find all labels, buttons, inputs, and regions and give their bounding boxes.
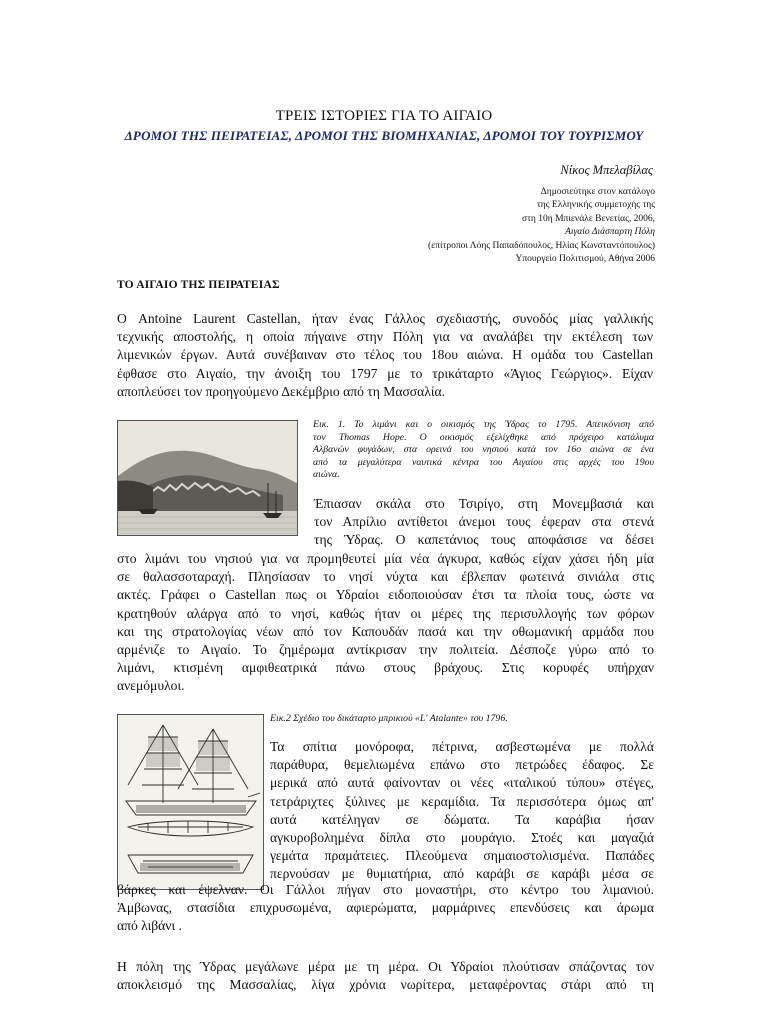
hydra-harbour-illustration bbox=[118, 421, 297, 535]
text-line: Άμβωνας, στασίδια επιχρυσωμένα, αφιερώματα, μαρμάρινες επενδύσεις και άρωμα bbox=[117, 900, 654, 916]
figure-ship-plan bbox=[117, 714, 264, 890]
text-line: μερικά από αυτά φαίνονταν οι νέες «ιταλικού τύπου» στέγες, bbox=[270, 775, 654, 791]
text-line: τον Απρίλιο αντίθετοι άνεμοι τους έφεραν στα στενά bbox=[314, 514, 654, 530]
paragraph-3 bbox=[117, 881, 654, 936]
text-line: σε θαλασσοταραχή. Πλησίασαν το νησί νύχτα και έβλεπαν φωτεινά σινιάλα στις bbox=[117, 569, 654, 585]
text-line: γεμάτα πραμάτειες. Πλεούμενα σημαιοστολισμένα. Παπάδες bbox=[270, 848, 654, 864]
caption-line: Αλβανών φυγάδων, στα ορεινά του νησιού κατά τον 16ο αιώνα σε ένα bbox=[313, 444, 654, 455]
paragraph-4 bbox=[117, 958, 654, 994]
paragraph-3-wrapped bbox=[270, 738, 654, 884]
paragraph-2-wrapped bbox=[314, 495, 654, 550]
figure-1-caption bbox=[313, 419, 654, 482]
text-line: από λιβάνι . bbox=[117, 918, 182, 934]
publication-line: Δημοσιεύτηκε στον κατάλογο bbox=[540, 187, 655, 197]
caption-line: από τα μεγαλύτερα ναυτικά κέντρα του Αιγαίου στις αρχές του 19ου bbox=[313, 456, 654, 468]
text-line: ακτές. Γράφει ο Castellan πως οι Υδραίοι ειδοποιούσαν έτσι τα πλοία τους, ώστε να bbox=[117, 587, 654, 603]
caption-line: αιώνα. bbox=[313, 469, 340, 480]
text-line: περνούσαν με θυμιατήρια, από καράβι σε καράβι μέσα σε bbox=[270, 866, 654, 882]
text-line: κρατηθούν αλάργα από το νησί, καθώς ήταν οι μέρες της περισυλλογής των φόρων bbox=[117, 605, 654, 621]
author-name: Νίκος Μπελαβίλας bbox=[560, 163, 653, 177]
figure-hydra-harbour bbox=[117, 420, 298, 536]
text-line: αυτά κατέληγαν σε δώματα. Τα καράβια ήσαν bbox=[270, 811, 654, 827]
caption-line: Εικ.2 Σχέδιο του δικάταρτο μπρικιού «L' Atalante» του 1796. bbox=[270, 713, 508, 724]
text-line: Η πόλη της Ύδρας μεγάλωνε μέρα με τη μέρα. Οι Υδραίοι πλούτισαν σπάζοντας τον bbox=[117, 959, 654, 974]
ship-plan-illustration bbox=[118, 715, 263, 889]
text-line: τετράριχτες ξύλινες με κεραμίδια. Τα περισσότερα όμως απ' bbox=[270, 793, 654, 809]
text-line: και της στρατολογίας νέων από τον Καπουδάν πασά και την οθωμανική αρμάδα που bbox=[117, 623, 654, 639]
publication-line: Αιγαίο Διάσπαρτη Πόλη bbox=[565, 227, 655, 238]
paragraph-2 bbox=[117, 550, 654, 696]
document-title: ΤΡΕΙΣ ΙΣΤΟΡΙΕΣ ΓΙΑ ΤΟ ΑΙΓΑΙΟ bbox=[275, 108, 493, 124]
publication-line-text: στη 10η Μπιενάλε Βενετίας, 2006, bbox=[521, 213, 655, 224]
publication-note bbox=[295, 186, 655, 266]
caption-line: Εικ. 1. Το λιμάνι και ο οικισμός της Ύδρας το 1795. Απεικόνιση από bbox=[313, 419, 654, 430]
publication-line: (επίτροποι Λόης Παπαδόπουλος, Ηλίας Κωνσταντόπουλος) bbox=[428, 240, 655, 251]
text-line: βάρκες και έψελναν. Οι Γάλλοι πήγαν στο μοναστήρι, στο κέντρο του λιμανιού. bbox=[117, 882, 654, 897]
text-line: τεχνικής αποστολής, η οποία πήγαινε στην Πόλη για να αναλάβει την εκτέλεση των bbox=[117, 329, 653, 345]
caption-line: τον Thomas Hope. Ο οικισμός εξελίχθηκε από πρόχειρο κατάλυμα bbox=[313, 431, 654, 443]
figure-2-caption bbox=[270, 713, 654, 726]
section-heading: ΤΟ ΑΙΓΑΙΟ ΤΗΣ ΠΕΙΡΑΤΕΙΑΣ bbox=[117, 279, 280, 291]
text-line: Ο Antoine Laurent Castellan, ήταν ένας Γάλλος σχεδιαστής, συνοδός μίας γαλλικής bbox=[117, 311, 653, 326]
text-line: Έπιασαν σκάλα στο Τσιρίγο, στη Μονεμβασιά και bbox=[314, 496, 654, 511]
text-line: λιμάνι, κτισμένη αμφιθεατρικά πάνω στους βράχους. Στις κορυφές υπήρχαν bbox=[117, 660, 654, 676]
paragraph-1 bbox=[117, 310, 653, 401]
text-line: αρμένιζε το Αιγαίο. Το ζημέρωμα αντίκρισαν την πολιτεία. Δέσποζε γύρω από το bbox=[117, 642, 654, 658]
text-line: αποπλεύσει τον προηγούμενο Δεκέμβριο από τη Μασσαλία. bbox=[117, 383, 446, 399]
text-line: έφθασε στο Αιγαίο, την άνοιξη του 1797 με το τρικάταρτο «Άγιος Γεώργιος». Είχαν bbox=[117, 365, 653, 381]
text-line: παράθυρα, θεμελιωμένα επάνω στο πετρώδες έδαφος. Σε bbox=[270, 757, 654, 773]
text-line: αγκυροβολημένα δίπλα στο μουράγιο. Στοές και μαγαζιά bbox=[270, 830, 654, 846]
text-line: της Ύδρας. Ο καπετάνιος τους αποφάσισε να δέσει bbox=[314, 532, 654, 548]
publication-line: της Ελληνικής συμμετοχής της bbox=[536, 200, 655, 211]
text-line: αποκλεισμό της Μασσαλίας, λίγα χρόνια νωρίτερα, μεταφέροντας στάρι από τη bbox=[117, 977, 654, 993]
document-subtitle: ΔΡΟΜΟΙ ΤΗΣ ΠΕΙΡΑΤΕΙΑΣ, ΔΡΟΜΟΙ ΤΗΣ ΒΙΟΜΗΧΑΝΙΑΣ, ΔΡΟΜΟΙ ΤΟΥ ΤΟΥΡΙΣΜΟΥ bbox=[124, 128, 644, 143]
text-line: λιμενικών έργων. Αυτά συνέβαιναν στο τέλος του 18ου αιώνα. Η ομάδα του Castellan bbox=[117, 347, 653, 363]
publication-line: Υπουργείο Πολιτισμού, Αθήνα 2006 bbox=[515, 254, 655, 265]
text-line: στο λιμάνι του νησιού για να προμηθευτεί μία νέα άγκυρα, καθώς είχαν χάσει ήδη μία bbox=[117, 551, 654, 566]
text-line: Τα σπίτια μονόροφα, πέτρινα, ασβεστωμένα με πολλά bbox=[270, 739, 654, 754]
text-line: ανεμόμυλοι. bbox=[117, 678, 185, 694]
publication-line bbox=[295, 213, 655, 226]
